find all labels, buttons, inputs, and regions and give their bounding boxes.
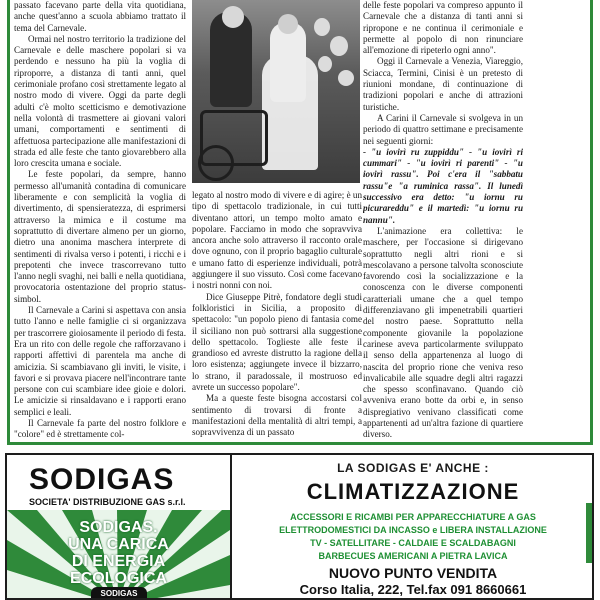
carnival-photo bbox=[192, 0, 360, 183]
green-side-bar bbox=[586, 503, 594, 563]
col1-paragraph-1: passato facevano parte della vita quotidiana, anche quest'anno a scuola abbiamo trattato il tema del Carnevale. bbox=[14, 0, 186, 33]
col3-paragraph-1: delle feste popolari va compreso appunto il Carnevale che a distanza di tanti anni si ripropone e ne continua il cerimoniale e permette al popolo di non rinunciare all'emozione di ripeterlo ogni anno". bbox=[363, 0, 523, 56]
sodigas-advertisement bbox=[5, 453, 594, 600]
col3-paragraph-6 bbox=[363, 441, 523, 442]
ad-service-title: CLIMATIZZAZIONE bbox=[306, 479, 520, 504]
slogan-line-1: SODIGAS. bbox=[79, 519, 158, 536]
col2-paragraph-1: legato al nostro modo di vivere e di agire; è un tipo di spettacolo tradizionale, in cui tutti diventano attori, un tempo molto amato e popolare. Facciamo in modo che sopravviva ancora anche solo attraverso il racconto orale dove ognuno, con il proprio bagaglio culturale e umano fatto di esperienze individuali, potrà aggiungere il suo vissuto. Così come facevano i nostri nonni con noi. bbox=[192, 190, 362, 291]
col1-paragraph-4: Il Carnevale a Carini si aspettava con ansia tutto l'anno e nelle famiglie ci si organizzava per trascorrere gioiosamente il periodo di festa. Era un rito con delle regole che rafforzavano i rapporti affettivi di parentela ma anche di amicizia. Si scambiavano gli inviti, le visite, i favori e si provava piacere nell'incontrare tante persone con cui scambiare idee gioie e dolori. Le amicizie si rinsaldavano e i rapporti erano semplici e leali. bbox=[14, 305, 186, 417]
ad-headline: LA SODIGAS E' ANCHE : bbox=[337, 461, 489, 475]
col3-paragraph-3: A Carini il Carnevale si svolgeva in un periodo di quattro settimane e precisamente nei seguenti giorni: bbox=[363, 112, 523, 146]
service-line-3: TV - SATELLITARE - CALDAIE E SCALDABAGNI bbox=[310, 538, 516, 548]
sodigas-logo-subtitle: SOCIETA' DISTRIBUZIONE GAS s.r.l. bbox=[29, 497, 186, 507]
col3-carnival-days: - "u iovirì ru zuppiddu" - "u iovirì ri cummari" - "u iovirì ri parenti" - "u iovirì rassu". Poi c'era il "sabbatu rassu"e "a ruminica rassa". Il lunedì successivo era detto: "u iornu ru picurareddu" e il martedì: "u iornu ru nannu". bbox=[363, 146, 523, 225]
col1-paragraph-5: Il Carnevale fa parte del nostro folklore e "colore" ed è strettamente col- bbox=[14, 417, 186, 440]
ad-services-list bbox=[232, 511, 594, 563]
slogan-line-4: ECOLOGICA bbox=[70, 570, 167, 587]
col3-paragraph-5: L'animazione era collettiva: le maschere, per l'occasione si dirigevano soprattutto negli altri rioni e si mescolavano a persone talvolta sconosciute favorendo così la socializzazione e la conoscenza con le diverse componenti caratteriali umane che a quel tempo differenziavano gli impenetrabili quartieri del nostro paese. Soprattutto nella componente giovanile la popolazione carinese aveva particolarmente sviluppato il senso della appartenenza al luogo di nascita del proprio rione che veniva reso invalicabile alle squadre degli altri ragazzi che spesso sconfinavano. Quando ciò avveniva erano botte da orbi e, in senso dispregiativo venivano classificati come appartenenti ad un'altra fazione di quartiere diverso. bbox=[363, 225, 523, 440]
service-line-4: BARBECUES AMERICANI A PIETRA LAVICA bbox=[318, 551, 508, 561]
ad-new-store: NUOVO PUNTO VENDITA bbox=[328, 565, 498, 581]
col3-paragraph-2: Oggi il Carnevale a Venezia, Viareggio, Sciacca, Termini, Cinisi è un pretesto di riunioni mondane, di continuazione di tradizioni popolari e anche di attrazioni turistiche. bbox=[363, 56, 523, 112]
col1-paragraph-3: Le feste popolari, da sempre, hanno permesso all'umanità contadina di comunicare liberamente e con semplicità la voglia di divertimento, di spensieratezza, di esprimersi attraverso la mimica e il costume ma soprattutto di divertare almeno per un giorno, dietro una anonima maschera interprete di sentimenti di rivalsa verso i potenti, i ricchi e i prepotenti che invece trascorrevano tutto l'anno negli svaghi, nei balli e nella quotidiana, provocatoria ostentazione del proprio status-simbol. bbox=[14, 169, 186, 304]
col1-paragraph-2: Ormai nel nostro territorio la tradizione del Carnevale e delle maschere popolari si va perdendo e nessuno ha più la voglia di riproporre, a distanza di tanti anni, quel cerimoniale profano così strettamente legato al nostro modo di vivere. Oggi da parte degli adulti c'è molto scetticismo e demotivazione nella volontà di trasmettere ai giovani valori umani, comportamenti e sentimenti di affettuosa partecipazione alle manifestazioni di strada ed alle feste che tanto giovarebbero alla loro crescita umana e sociale. bbox=[14, 33, 186, 169]
ad-left-panel bbox=[7, 455, 232, 600]
slogan-line-2: UNA CARICA bbox=[68, 536, 169, 553]
ad-slogan bbox=[7, 519, 230, 587]
col3-paragraph-6-text bbox=[363, 441, 523, 442]
article-column-3 bbox=[363, 0, 523, 442]
ad-address: Corso Italia, 222, Tel.fax 091 8660661 bbox=[299, 582, 527, 597]
sodigas-logo: SODIGAS bbox=[29, 463, 175, 496]
col2-paragraph-2: Dice Giuseppe Pitrè, fondatore degli studi folkloristici in Sicilia, a proposito di spettacolo: "un popolo pieno di fantasia come il siciliano non può sottrarsi alla suggestione dello spettacolo. Toglieste alle feste il grandioso ed avreste distrutto la ragione della loro esistenza; aggiungete invece il bizzarro, lo strano, il paradossale, il mostruoso ed avrete un successo popolare". bbox=[192, 291, 362, 393]
sodigas-badge: SODIGAS bbox=[91, 587, 147, 600]
service-line-2: ELETTRODOMESTICI DA INCASSO e LIBERA INSTALLAZIONE bbox=[279, 525, 547, 535]
slogan-line-3: DI ENERGIA bbox=[71, 553, 166, 570]
article-column-2 bbox=[192, 190, 362, 442]
service-line-1: ACCESSORI E RICAMBI PER APPARECCHIATURE A GAS bbox=[290, 512, 536, 522]
article-column-1 bbox=[14, 0, 186, 442]
ad-right-panel bbox=[232, 455, 594, 600]
col2-paragraph-3: Ma a queste feste bisogna accostarsi col sentimento di trovarsi di fronte a manifestazioni della mentalità di altri tempi, a sopravvivenza di un passato bbox=[192, 393, 362, 438]
